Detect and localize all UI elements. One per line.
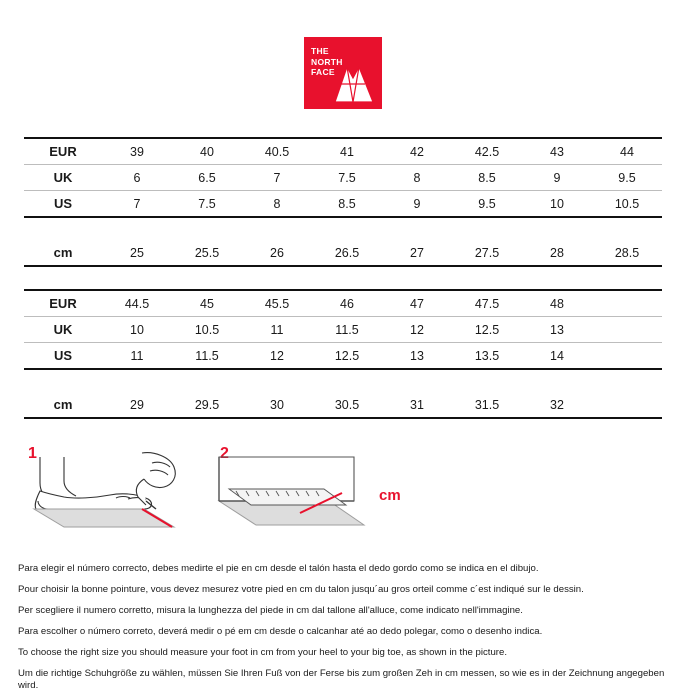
instruction-en: To choose the right size you should measure your foot in cm from your heel to your big toe, as shown in the picture. [18,647,508,658]
cell: 13.5 [452,343,522,370]
cell: 45.5 [242,290,312,317]
cell: 43 [522,138,592,165]
cell: 8 [382,165,452,191]
cell: 44.5 [102,290,172,317]
cell: 32 [522,392,592,418]
cell: 47.5 [452,290,522,317]
cell: 10 [102,317,172,343]
cell: 29 [102,392,172,418]
size-table-large [24,289,662,370]
hand-with-pencil [136,453,175,509]
table-row [24,392,662,418]
paper-sheet-1 [34,509,174,527]
instruction-it: Per scegliere il numero corretto, misura la lunghezza del piede in cm dal tallone all'alluce, come indicato nell'immagine. [18,605,523,616]
cell: 30 [242,392,312,418]
illustration-graphic [24,443,424,547]
cell: 7 [242,165,312,191]
cell: 12 [382,317,452,343]
step-number-2: 2 [220,445,229,462]
logo-line-the: THE [311,46,329,56]
cell: 10.5 [172,317,242,343]
table-row [24,191,662,218]
cell-empty [592,290,662,317]
instruction-fr: Pour choisir la bonne pointure, vous devez mesurez votre pied en cm du talon jusqu´au gros orteil comme c´est indiqué sur le dessin. [18,584,584,595]
the-north-face-logo [304,37,382,109]
cell: 6 [102,165,172,191]
table-row [24,138,662,165]
cell: 11 [102,343,172,370]
cell: 12.5 [312,343,382,370]
cell: 42.5 [452,138,522,165]
cell: 9.5 [592,165,662,191]
cell: 26 [242,240,312,266]
cell: 12.5 [452,317,522,343]
cell: 31 [382,392,452,418]
cell: 9.5 [452,191,522,218]
logo-line-north: NORTH [311,56,343,67]
row-label-uk: UK [24,317,102,343]
cell: 41 [312,138,382,165]
logo-line-face: FACE [311,67,335,77]
instruction-es: Para elegir el número correcto, debes medirte el pie en cm desde el talón hasta el dedo gordo como se indica en el dibujo. [18,563,539,574]
size-table-small-cm [24,240,662,267]
row-label-cm: cm [24,392,102,418]
table-spacer [24,370,662,392]
cell: 7 [102,191,172,218]
cell: 28 [522,240,592,266]
cell: 27.5 [452,240,522,266]
table-spacer [24,218,662,240]
row-label-us: US [24,191,102,218]
table-row [24,317,662,343]
cell: 10 [522,191,592,218]
cell: 7.5 [312,165,382,191]
cell: 11 [242,317,312,343]
cell: 46 [312,290,382,317]
foot-drawing [35,457,151,509]
cell: 9 [382,191,452,218]
size-table-large-cm [24,392,662,419]
cell: 39 [102,138,172,165]
size-table-small [24,137,662,218]
instruction-de: Um die richtige Schuhgröße zu wählen, müssen Sie Ihren Fuß von der Ferse bis zum großen Zeh in cm messen, so wie es in der Zeichnung angegeben wird. [18,668,665,691]
cell: 31.5 [452,392,522,418]
row-label-eur: EUR [24,138,102,165]
cell: 25.5 [172,240,242,266]
row-label-uk: UK [24,165,102,191]
cell: 45 [172,290,242,317]
cell: 12 [242,343,312,370]
cell: 42 [382,138,452,165]
cell: 29.5 [172,392,242,418]
cell: 14 [522,343,592,370]
cell: 8.5 [312,191,382,218]
cell: 40.5 [242,138,312,165]
size-chart-tables [24,137,662,419]
cell: 11.5 [172,343,242,370]
row-label-eur: EUR [24,290,102,317]
cell-empty [592,343,662,370]
cell: 11.5 [312,317,382,343]
cell: 9 [522,165,592,191]
cell: 27 [382,240,452,266]
cell: 26.5 [312,240,382,266]
cm-unit-label: cm [379,487,401,504]
table-spacer [24,267,662,289]
cell: 7.5 [172,191,242,218]
table-row [24,240,662,266]
cell-empty [592,392,662,418]
cell: 44 [592,138,662,165]
cell: 47 [382,290,452,317]
table-row [24,343,662,370]
logo-container [0,0,686,109]
row-label-cm: cm [24,240,102,266]
cell: 6.5 [172,165,242,191]
cell: 13 [382,343,452,370]
table-row [24,290,662,317]
cell: 28.5 [592,240,662,266]
cell-empty [592,317,662,343]
half-dome-icon [331,61,377,105]
cell: 25 [102,240,172,266]
cell: 13 [522,317,592,343]
cell: 40 [172,138,242,165]
instructions-block [18,563,668,692]
cell: 8.5 [452,165,522,191]
instruction-pt: Para escolher o número correto, deverá medir o pé em cm desde o calcanhar até ao dedo polegar, como o desenho indica. [18,626,543,637]
cell: 10.5 [592,191,662,218]
step-number-1: 1 [28,445,37,462]
cell: 30.5 [312,392,382,418]
measurement-illustration [24,443,662,547]
cell: 8 [242,191,312,218]
row-label-us: US [24,343,102,370]
cell: 48 [522,290,592,317]
table-row [24,165,662,191]
